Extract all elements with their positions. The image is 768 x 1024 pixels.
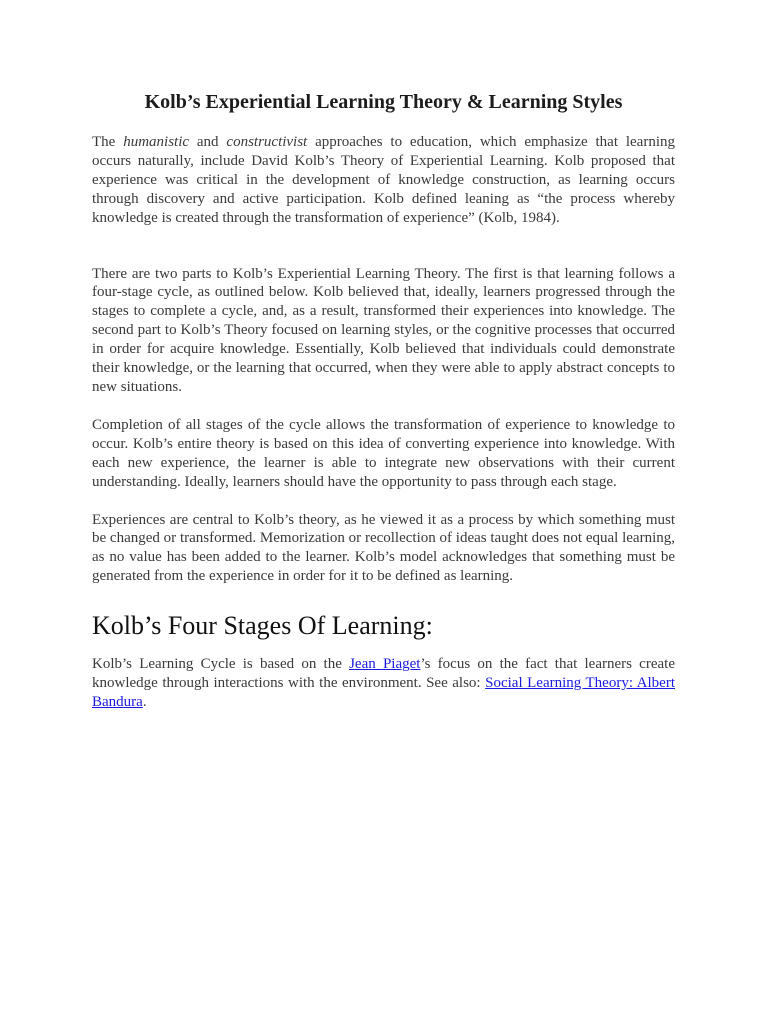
humanistic-term: humanistic: [123, 134, 190, 150]
document-title: Kolb’s Experiential Learning Theory & Learning Styles: [144, 91, 623, 113]
intro-text-3: approaches to education, which emphasize that learning occurs naturally, include David Kolb’s Theory of Experiential Learning. Kolb proposed that experience was critical in the development of knowledge construction, as learning occurs through discovery and active participation. Kolb defined leaning as “the process whereby knowledge is created through the transformation of experience” (Kolb, 1984).: [92, 134, 675, 226]
paragraph-two-parts: There are two parts to Kolb’s Experiential Learning Theory. The first is that learning follows a four-stage cycle, as outlined below. Kolb believed that, ideally, learners progressed through the stages to complete a cycle, and, as a result, transformed their experiences into knowledge. The second part to Kolb’s Theory focused on learning styles, or the cognitive processes that occurred in order for acquire knowledge. Essentially, Kolb believed that individuals could demonstrate their knowledge, or the learning that occurred, when they were able to apply abstract concepts to new situations.: [92, 265, 675, 395]
social-learning-theory-link[interactable]: Social Learning Theory: Albert Bandura: [92, 675, 676, 710]
cycle-text-1: Kolb’s Learning Cycle is based on the: [92, 656, 350, 673]
cycle-text-2: ’s focus on the fact that learners create knowledge through interactions with the environment. See also:: [92, 656, 675, 692]
paragraph-experiences: Experiences are central to Kolb’s theory, as he viewed it as a process by which something must be changed or transformed. Memorization or recollection of ideas taught does not equal learning, as no value has been added to the learner. Kolb’s model acknowledges that something must be generated from the experience in order for it to be defined as learning.: [92, 511, 675, 585]
intro-text-2: and: [189, 134, 227, 150]
paragraph-cycle-completion: Completion of all stages of the cycle allows the transformation of experience to knowledge to occur. Kolb’s entire theory is based on this idea of converting experience into knowledge. With each new experience, the learner is able to integrate new observations with their current understanding. Ideally, learners should have the opportunity to pass through each stage.: [92, 416, 675, 490]
document-page: [92, 0, 675, 712]
section-heading-four-stages: Kolb’s Four Stages Of Learning:: [92, 611, 433, 641]
jean-piaget-link[interactable]: Jean Piaget: [349, 656, 421, 673]
paragraph-intro: [92, 133, 675, 228]
constructivist-term: constructivist: [226, 134, 308, 150]
paragraph-learning-cycle: [92, 655, 675, 712]
cycle-text-3: .: [142, 693, 147, 710]
intro-text-1: The: [92, 134, 124, 150]
